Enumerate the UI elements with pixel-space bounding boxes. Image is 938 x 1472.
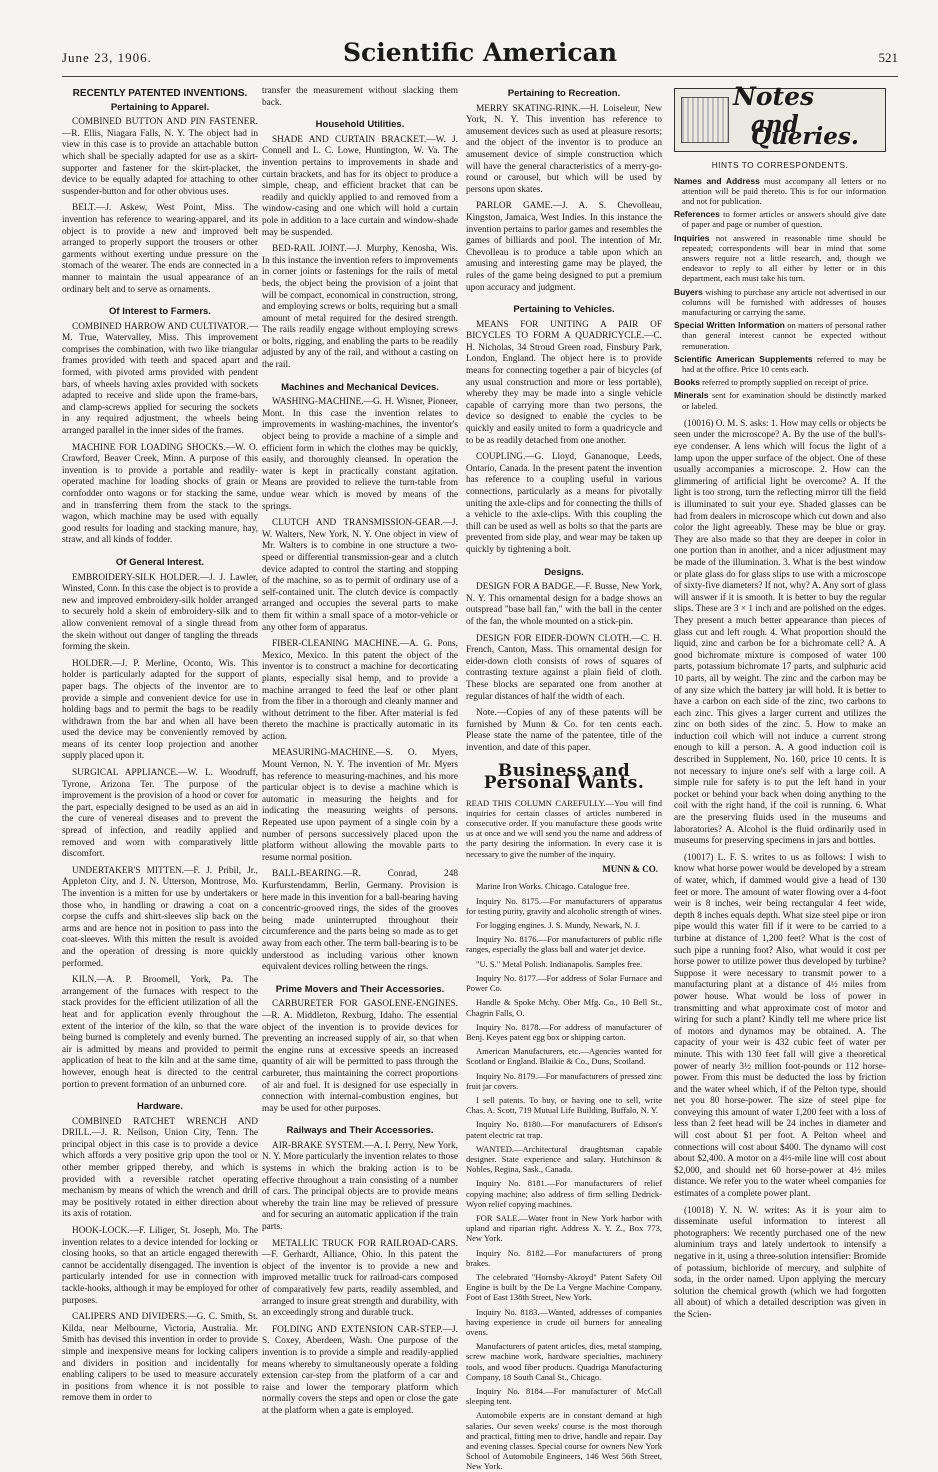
- advertisement: Automobile experts are in constant demand at high salaries. Our seven weeks' course is the most thorough and practical, fitting men to drive, handle and repair. Day and evening classes. Special course for owners New York School of Automobile Engineers, 146 West 56th Street, New York.: [466, 1410, 662, 1472]
- decorative-engraving-icon: [681, 97, 729, 143]
- subsection-heading: Designs.: [544, 566, 584, 578]
- article-paragraph: MEANS FOR UNITING A PAIR OF BICYCLES TO FORM A QUADRICYCLE.—C. H. Nicholas, 34 Stroud Green road, Finsbury Park, London, England. The object here is to provide means for connecting together a pair of bicycles (of any usual construction and more or less portable), whereby they may be made into a single vehicle capable of carrying more than two persons, the device so designed to enable the cycles to be quickly and easily united to form a quadricycle and to be as readily detached from one another.: [466, 319, 662, 446]
- advertisement: WANTED.—Architectural draughtsman capable designer. State experience and salary. Hutchinson & Nobles, Regina, Sask., Canada.: [466, 1143, 662, 1175]
- article-paragraph: DESIGN FOR A BADGE.—F. Busse, New York, N. Y. This ornamental design for a badge shows an outspread "base ball fan," with the ball in the center of the fan, the whole mounted on a stick-pin.: [466, 582, 662, 627]
- article-paragraph: COUPLING.—G. Lloyd, Gananoque, Leeds, Ontario, Canada. In the present patent the invention has reference to a coupling useful in various connections, particularly as a means for pivotally uniting the axle-clips and for connecting the thills of a vehicle to the axle-clips. With this coupling the thill can be used as well as bolts so that the parts are prevented from side play, and wear may be taken up quickly by tightening a bolt.: [466, 452, 662, 555]
- article-paragraph: METALLIC TRUCK FOR RAILROAD-CARS.—F. Gerhardt, Alliance, Ohio. In this patent the object of the inventor is to provide a new and improved metallic truck for railroad-cars composed of comparatively few parts, readily assembled, and arranged to insure great strength and durability, with an exceedingly strong and durable truck.: [262, 1238, 458, 1319]
- subsection-heading: Machines and Mechanical Devices.: [281, 381, 439, 393]
- hint-item: References to former articles or answers should give date of paper and page or number of question.: [674, 209, 886, 230]
- inquiry-item: Inquiry No. 8177.—For address of Solar Furnace and Power Co.: [466, 972, 662, 994]
- advertisement: "U. S." Metal Polish. Indianapolis. Samples free.: [476, 958, 643, 969]
- inquiry-item: Inquiry No. 8175.—For manufacturers of apparatus for testing purity, gravity and alcoholic strength of wines.: [466, 895, 662, 916]
- inquiry-item: Inquiry No. 8182.—For manufacturers of prong brakes.: [466, 1247, 662, 1268]
- subsection-heading: Prime Movers and Their Accessories.: [275, 983, 445, 995]
- article-paragraph: transfer the measurement without slacking them back.: [262, 86, 458, 108]
- subsection-heading: Household Utilities.: [315, 119, 405, 131]
- article-paragraph: BALL-BEARING.—R. Conrad, 248 Kurfurstendamm, Berlin, Germany. Provision is here made in this invention for a ball-bearing having concentric-grooved rings, the sides of the grooves being made uninterrupted throughout their circumference and the parts being so made as to get away from each other. The term ball-bearing is to be understood as including various other known equivalent devices rolling between the rings.: [262, 869, 458, 973]
- advertisement: FOR SALE.—Water front in New York harbor with upland and riparian right. Address X. Y. Z., Box 773, New York.: [466, 1212, 662, 1244]
- banner-line-queries: and Queries.: [751, 111, 859, 150]
- page-header: [62, 20, 898, 77]
- article-paragraph: COMBINED BUTTON AND PIN FASTENER.—R. Ellis, Niagara Falls, N. Y. The object had in view in this case is to provide an attachable button which shall be specially adapted for use as a skirt-supporter and fastener for the skirt-placket, the device to be equally adapted for attaching to other suspender-button and for other obvious uses.: [62, 117, 258, 197]
- subsection-heading: Pertaining to Recreation.: [507, 88, 621, 99]
- advertisement: American Manufacturers, etc.—Agencies wanted for Scotland or England. Blaikie & Co., Duns, Scotland.: [466, 1046, 662, 1067]
- hint-item: Scientific American Supplements referred to may be had at the office. Price 10 cents each.: [674, 353, 886, 375]
- query-answer: (10018) Y. N. W. writes: As it is your aim to disseminate useful information to interest all photographers: We recently purchased one of the new aluminium trays and lately undertook to intensify a negative in it, using a three-solution intensifier: Bromide of potassium, bichloride of mercury, and sulphite of soda, in the order named. Upon applying the mercury solution the chemical growth (which we had forgotten all about) of which a detailed description was given in the Scien-: [674, 1205, 886, 1320]
- column-1: [62, 86, 258, 1404]
- article-paragraph: BED-RAIL JOINT.—J. Murphy, Kenosha, Wis. In this instance the invention refers to improvements in corner joints or fastenings for the rails of metal beds, the object being the provision of a joint that will be compact, economical in construction, strong, and employing screws or bolts, requiring but a small amount of metal required for the desired strength. The rails readily engage without employing screws or bolts, rigging, and enabling the parts to be readily adjusted by any of the rail, and without a casting on the rail.: [262, 244, 458, 371]
- advertisement: Handle & Spoke Mchy. Ober Mfg. Co., 10 Bell St., Chagrin Falls, O.: [466, 997, 662, 1018]
- article-paragraph: CLUTCH AND TRANSMISSION-GEAR.—J. W. Walters, New York, N. Y. One object in view of Mr. Walters is to combine in one structure a two-speed or differential transmission-gear and a clutch device adapted to control the starting and stopping of the machine, so as to permit of ordinary use of a self-contained unit. The clutch device is compactly arranged and occupies the several parts to make them fit within a small space of a motor-vehicle or any other form of apparatus.: [262, 518, 458, 633]
- munn-signature: MUNN & CO.: [602, 863, 658, 874]
- article-paragraph: FIBER-CLEANING MACHINE.—A. G. Pons, Mexico, Mexico. In this patent the object of the inventor is to construct a machine for decorticating plants, especially sisal hemp, and to provide a machine arranged to feed the leaf or other plant from the fiber in a thorough and cleanly manner and without detriment to the fiber. After material is fed thereto the machine is practically automatic in its action.: [262, 639, 458, 742]
- hint-item: Minerals sent for examination should be distinctly marked or labeled.: [674, 390, 886, 411]
- subsection-heading: Of Interest to Farmers.: [109, 306, 211, 318]
- subsection-heading: Railways and Their Accessories.: [286, 1125, 434, 1137]
- patent-copies-note: Note.—Copies of any of these patents will be furnished by Munn & Co. for ten cents each. Please state the name of the patentee, title of the invention, and date of this paper.: [466, 708, 662, 753]
- hint-item: Books referred to promptly supplied on receipt of price.: [674, 377, 869, 388]
- subsection-heading: Of General Interest.: [115, 556, 205, 568]
- article-paragraph: SURGICAL APPLIANCE.—W. L. Woodruff, Tyrone, Arizona Ter. The purpose of the improvement is the provision of a hood or cover for the part, especially designed to be used as an aid in the cure of venereal diseases and to prevent the spread of infection, and readily applied and removed and worn with comparatively little discomfort.: [62, 768, 258, 860]
- article-paragraph: CALIPERS AND DIVIDERS.—G. C. Smith, St. Kilda, near Melbourne, Victoria, Australia. Mr. Smith has devised this invention in order to provide simple and inexpensive means for locking calipers and dividers in position and incidentally for enabling calipers to be used to measure accurately in positions from whence it is not possible to remove them in order to: [62, 1312, 258, 1404]
- query-answer: (10017) L. F. S. writes to us as follows: I wish to know what horse power would be developed by a stream of water, which, if dammed would give a head of 130 feet or more. The amount of water flowing over a 4-foot weir is 8 inches, weir being rectangular 4 feet wide, depth 8 inches equals depth. What size steel pipe or iron pipe would this water fill if it were to be carried to a turbine at distance of 1,200 feet? What is the cost of such pipe a running foot? Also, what would it cost per horse power to utilize power thus developed by turbine? Suppose it were necessary to transmit power to a manufacturing plant at a distance of 4½ miles from power house. What would be loss of power in transmitting and what approximate cost of motor and wiring for such a plant? Kindly tell me where price list of motors and dynamos may be obtained. A. The capacity of your weir is 432 cubic feet of water per minute. This with 130 feet fall will give a theoretical power of nearly 3½ million foot-pounds or 112 horse-power. From this must be deducted the loss by friction and the water wheel which, if of the Pelton type, should net you 80 horse-power. The size of steel pipe for conveying this amount of water 1,200 feet with a loss of less than 2 feet head will be 24 inches in diameter and will cost about $1 per foot. A Pelton wheel and connections will cost about $400. The dynamo will cost about $2,400. A motor on a 4½-mile line will cost about $2,000, and should net 60 horse-power at 4½ miles distance. We refer you to the water wheel companies for estimates of a complete power plant.: [674, 852, 886, 1200]
- notes-queries-banner: [674, 82, 886, 152]
- article-paragraph: WASHING-MACHINE.—G. H. Wisner, Pioneer, Mont. In this case the invention relates to improvements in washing-machines, the inventor's object being to provide a machine of a simple and efficient form in which the clothes may be quickly, easily, and thoroughly cleansed. In operation the water is kept in practically constant agitation. Means are provided to relieve the turn-table from undue wear which is moved by means of the springs.: [262, 397, 458, 512]
- article-paragraph: UNDERTAKER'S MITTEN.—F. J. Pribil, Jr., Appleton City, and J. N. Utterson, Montrose, Mo. The invention is a mitten for use by undertakers or those who, in handling or drawing a coat on a corpse the cuffs and shirt-sleeves slip back on the arms and are hence not in position to pass into the coat-sleeves. With this mitten the result is avoided and the operation of dressing is more quickly performed.: [62, 865, 258, 969]
- article-paragraph: COMBINED HARROW AND CULTIVATOR.—M. True, Watervalley, Miss. This improvement comprises the combination, with two like triangular frames provided with teeth and spaced apart and formed, with pivoted arms provided with pendent bars, of wheels having axles provided with sockets adapted to receive and slide upon the frame-bars, and clamp-screws applied for securing the sockets in any required adjustment, the wheels being arranged parallel in the inner sides of the frames.: [62, 321, 258, 437]
- article-paragraph: COMBINED RATCHET WRENCH AND DRILL.—J. R. Neilson, Union City, Tenn. The principal object in this case is to provide a device which affords a very positive grip upon the tool or other member gripped thereby, and which is provided with a reversible ratchet operating mechanism by means of which the wrench and drill may be positively rotated in either direction about its axis of rotation.: [62, 1116, 258, 1220]
- article-paragraph: KILN.—A. P. Broomell, York, Pa. The arrangement of the furnaces with respect to the stack provides for the efficient utilization of all the heat and for application evenly throughout the extent of the interior of the kiln, so that the ware being burned is completely and evenly burned. The air is admitted by means and provided to permit application of heat to the kiln and at the same time, however, enough heat is directed to the central portion to prevent formation of an unburned core.: [62, 975, 258, 1090]
- subsection-heading: Hardware.: [137, 1101, 183, 1113]
- column-3: [466, 86, 662, 1472]
- article-paragraph: CARBURETER FOR GASOLENE-ENGINES.—R. A. Middleton, Rexburg, Idaho. The essential object of the invention is to provide devices for preventing an increased supply of air, so that when the engine runs at excessive speeds an increased quantity of air will be permitted to pass through the carbureter, thus maintaining the correct proportions of air and fuel. It is designed for use especially in connection with internal-combustion engines, but may be used for other purposes.: [262, 999, 458, 1114]
- hint-item: Buyers wishing to purchase any article not advertised in our columns will be furnished with addresses of houses manufacturing or carrying the same.: [674, 286, 886, 318]
- hint-item: Names and Address must accompany all letters or no attention will be paid thereto. This is for our information and not for publication.: [674, 175, 886, 206]
- advertisement: Marine Iron Works. Chicago. Catalogue free.: [476, 881, 630, 892]
- hint-item: Inquiries not answered in reasonable time should be repeated; correspondents will bear in mind that some answers require not a little research, and, though we endeavor to reply to all either by letter or in this department, each must take his turn.: [674, 232, 886, 284]
- column-4: [674, 82, 886, 1348]
- article-paragraph: AIR-BRAKE SYSTEM.—A. I. Perry, New York, N. Y. More particularly the invention relates to those systems in which the braking action is to be effective throughout a train consisting of a number of cars. The principal objects are to provide means whereby the train line may be relieved of pressure and for securing an automatic application if the train parts.: [262, 1140, 458, 1233]
- inquiry-item: Inquiry No. 8184.—For manufacturer of McCall sleeping tent.: [466, 1386, 662, 1407]
- article-paragraph: FOLDING AND EXTENSION CAR-STEP.—J. S. Coxey, Aberdeen, Wash. One purpose of the invention is to provide a simple and readily-applied means whereby to simultaneously operate a folding extension car-step from the platform of a car and raise and lower the temporary platform which normally covers the steps and open or close the gate at the platform when a gate is employed.: [262, 1324, 458, 1416]
- page-number: 521: [878, 50, 898, 65]
- inquiry-item: Inquiry No. 8183.—Wanted, addresses of companies having experience in crude oil burners for annealing ovens.: [466, 1306, 662, 1337]
- inquiry-item: Inquiry No. 8181.—For manufacturers of relief copying machine; also address of firm selling Dedrick-Wyon relief copying machines.: [466, 1178, 662, 1209]
- inquiry-item: Inquiry No. 8179.—For manufacturers of pressed zinc fruit jar covers.: [466, 1070, 662, 1091]
- article-paragraph: MEASURING-MACHINE.—S. O. Myers, Mount Vernon, N. Y. The invention of Mr. Myers has reference to measuring-machines, and his more particular object is to devise a machine which is automatic in measuring the heights and for indicating the measuring weights of persons. Repeated use upon payment of a single coin by a number of persons successively placed upon the platform without allowing the movable parts to resume normal position.: [262, 748, 458, 863]
- article-paragraph: SHADE AND CURTAIN BRACKET.—W. J. Connell and L. C. Lowe, Huntington, W. Va. The invention pertains to improvements in shade and curtain brackets, and has for its object to produce a simple, cheap, and efficient bracket that can be readily and quickly applied to and removed from a window-casing and one which will hold a curtain pole in addition to a lace curtain and window-shade may be suspended.: [262, 134, 458, 238]
- subsection-heading: Pertaining to Apparel.: [110, 101, 210, 113]
- inquiry-item: Inquiry No. 8178.—For address of manufacturer of Benj. Keyes patent egg box or shipping carton.: [466, 1021, 662, 1042]
- article-paragraph: MACHINE FOR LOADING SHOCKS.—W. O. Crawford, Beaver Creek, Minn. A purpose of this invention is to provide a portable and readily-operated machine for loading shocks of grain or cornfodder onto wagons or for stacking the same, and in transferring them from the stack to the wagon, which machine may be used with equally good results for loading and stacking manure, hay, straw, and all kinds of fodder.: [62, 442, 258, 546]
- article-paragraph: MERRY SKATING-RINK.—H. Loiseleur, New York, N. Y. This invention has reference to amusement devices such as used at pleasure resorts; and the object of the inventor is to produce an amusement device of simple construction which will have the general characteristics of a merry-go-round or carousel, but which will be used by persons upon skates.: [466, 103, 662, 195]
- hints-heading: HINTS TO CORRESPONDENTS.: [711, 160, 849, 170]
- article-paragraph: HOOK-LOCK.—F. Liliger, St. Joseph, Mo. The invention relates to a device intended for locking or closing hooks, so that an article engaged therewith cannot be accidentally disengaged. The invention is particularly intended for use in connection with tackle-hooks, although it may be employed for other purposes.: [62, 1226, 258, 1306]
- article-paragraph: DESIGN FOR EIDER-DOWN CLOTH.—C. H. French, Canton, Mass. This ornamental design for eider-down cloth consists of rows of squares of contrasting texture against a plain field of cloth. These blocks are separated one from another at regular distances of half the width of each.: [466, 633, 662, 702]
- column-2: [262, 86, 458, 1416]
- inquiry-item: Inquiry No. 8176.—For manufacturers of public rifle ranges, especially the glass ball and water jet device.: [466, 934, 662, 955]
- section-heading: RECENTLY PATENTED INVENTIONS.: [72, 88, 248, 99]
- subsection-heading: Pertaining to Vehicles.: [513, 304, 615, 316]
- business-wants-heading: Business and Personal Wants.: [483, 761, 645, 794]
- read-column-notice: READ THIS COLUMN CAREFULLY.—You will find inquiries for certain classes of articles numbered in consecutive order. If you manufacture these goods write us at once and we will send you the name and address of the party desiring the information. In every case it is necessary to give the number of the inquiry.: [466, 797, 662, 859]
- query-answer: (10016) O. M. S. asks: 1. How may cells or objects be seen under the microscope? A. By the use of the bull's-eye condenser. A lens which will focus the light of a lamp upon the upper surface of the object. One of these usually accompanies a microscope. 2. How can the glimmering of artificial light be overcome? A. If the light is too strong, turn the reflecting mirror till the field is illuminated to suit your eye. Shaded glasses can be had from dealers in microscope which cut down and also color the light agreeably. These may be blue or gray. They are also made so that they are deeper in color in one portion than in another, and a nicer adjustment may be made of the illumination. 3. What is the best window or plate glass do for glass slips to use with a microscope of sixty-five diameters? If not, why? A. Any sort of glass will answer if it is smooth. It is better to buy the regular slips. These are 3 × 1 inch and are polished on the edges. They present a much better appearance than pieces of glass cut and left rough. 4. What proportion should the liquid, zinc and carbon be for a bichromate cell? A. A good bichromate mixture is composed of water 100 parts, potassium bichromate 17 parts, and sulphuric acid 10 parts, all by weight. The zinc and the carbon may be of any size which the battery jar will hold. It is better to have a carbon on each side of the zinc, two carbons to each zinc. This gives a larger current and utilizes the zinc on both sides of the zinc. 5. How to make an induction coil which will not induce a current strong enough to kill a person. A. A good induction coil is described in Supplement, No. 160, price 10 cents. It is not necessary to injure one's self with a large coil. A simple rule for safety is to put the left hand in your pocket or behind your back when doing anything to the coil with the right hand, if the coil is running. 6. What are the preserving fluids used in the museums and laboratories? A. Alcohol is the fluid ordinarily used in museums for preserving specimens in jars and bottles.: [674, 418, 886, 847]
- inquiry-item: Inquiry No. 8180.—For manufacturers of Edison's patent electric rat trap.: [466, 1119, 662, 1140]
- advertisement: For logging engines. J. S. Mundy, Newark, N. J.: [476, 920, 641, 931]
- masthead-title: Scientific American: [342, 38, 618, 67]
- article-paragraph: PARLOR GAME.—J. A. S. Chevolleau, Kingston, Jamaica, West Indies. In this instance the invention pertains to parlor games and resembles the games of billiards and pool. The intention of Mr. Chevolleau is to produce a table upon which an amusing and interesting game may be played, the rules of the game being designed to put a premium upon accuracy and judgment.: [466, 201, 662, 293]
- banner-line-notes: Notes: [733, 82, 815, 111]
- advertisement: I sell patents. To buy, or having one to sell, write Chas. A. Scott, 719 Mutual Life Building, Buffalo, N. Y.: [466, 1094, 662, 1116]
- advertisement: Manufacturers of patent articles, dies, metal stamping, screw machine work, hardware specialties, machinery tools, and wood fiber products. Quadriga Manufacturing Company, 18 South Canal St., Chicago.: [466, 1341, 662, 1382]
- hint-item: Special Written Information on matters of personal rather than general interest cannot be expected without remuneration.: [674, 320, 886, 351]
- article-paragraph: EMBROIDERY-SILK HOLDER.—J. J. Lawler, Winsted, Conn. In this case the object is to provide a new and improved embroidery-silk holder arranged to securely hold a skein of embroidery-silk and to allow convenient removal of a single thread from the skein without out danger of tangling the threads forming the skein.: [62, 572, 258, 653]
- article-paragraph: HOLDER.—J. P. Merline, Oconto, Wis. This holder is particularly adapted for the support of paper bags. The objects of the inventor are to provide a simple and convenient device for use in holding bags and to permit the bags to be readily withdrawn from the bar and when all have been used the device may be conveniently removed by means of its center loop projection and another supply placed upon it.: [62, 658, 258, 762]
- issue-date: June 23, 1906.: [62, 50, 152, 65]
- advertisement: The celebrated "Hornsby-Akroyd" Patent Safety Oil Engine is built by the De La Vergne Machine Company, Foot of East 138th Street, New York.: [466, 1271, 662, 1303]
- article-paragraph: BELT.—J. Askew, West Point, Miss. The invention has reference to wearing-apparel, and its object is to provide a new and improved belt arranged to properly support the trousers or other garments without exerting undue pressure on the stomach of the wearer. The ends are connected in a manner to maintain the usual appearance of an ordinary belt and to serve as ornaments.: [62, 203, 258, 295]
